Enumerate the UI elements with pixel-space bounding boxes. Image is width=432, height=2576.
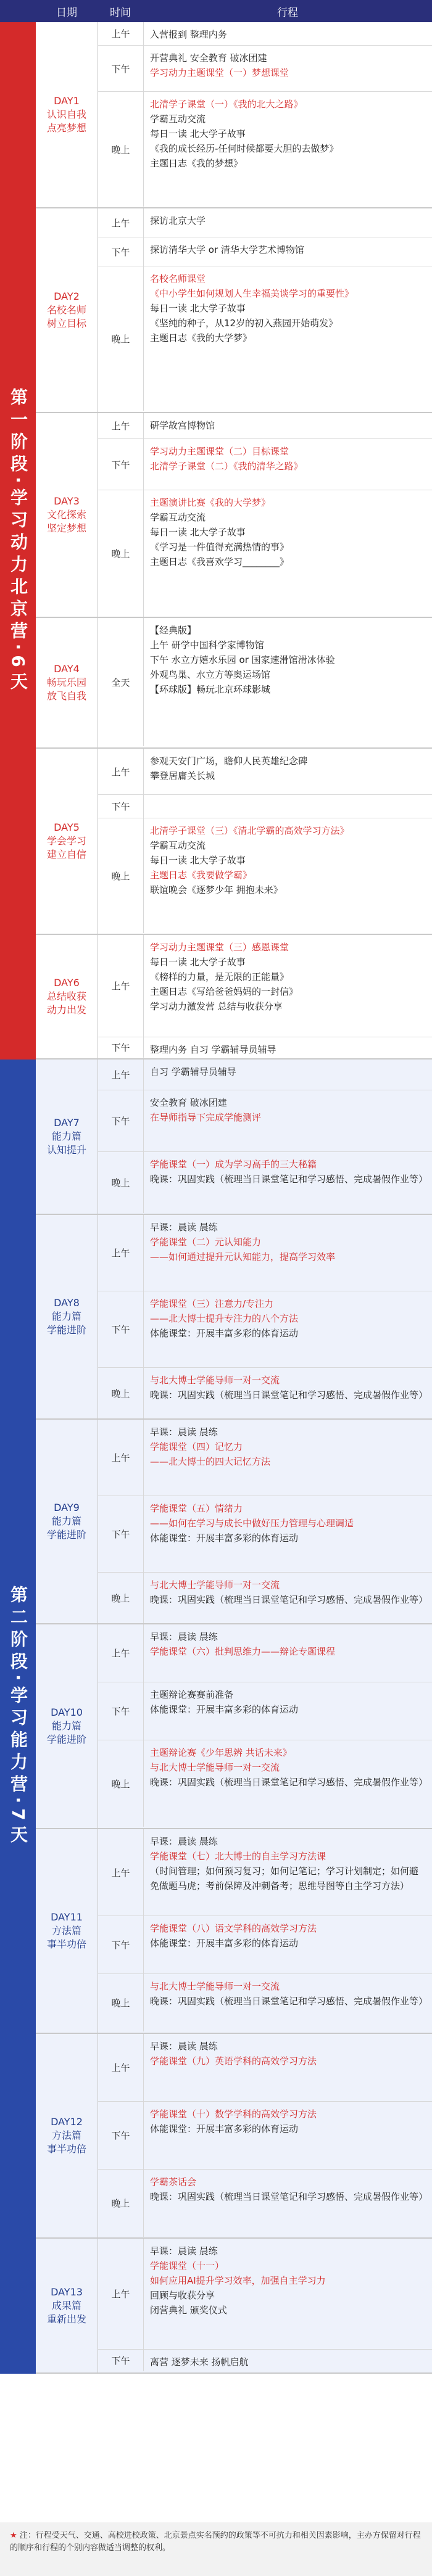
itinerary-line: 学霸互动交流: [150, 512, 206, 523]
itinerary-line: 学能课堂（十一）: [150, 2260, 225, 2271]
slot-time: 下午: [98, 439, 144, 490]
slot-content: [144, 618, 432, 746]
day-theme: 认知提升: [46, 1144, 86, 1156]
itinerary-line: 每日一读 北大学子故事: [150, 957, 246, 968]
time-slot: [98, 1496, 432, 1573]
itinerary-line: 晚课：巩固实践（梳理当日课堂笔记和学习感悟、完成暑假作业等）: [150, 1174, 428, 1185]
slot-time: 下午: [98, 1037, 144, 1058]
itinerary-line: 回顾与收获分享: [150, 2290, 215, 2301]
day-slots: [98, 1829, 432, 2033]
slot-time: 上午: [98, 1215, 144, 1291]
time-slot: [98, 1974, 432, 2031]
itinerary-line: 如何应用AI提升学习效率，加强自主学习力: [150, 2275, 326, 2286]
itinerary-line: 体能课堂：开展丰富多彩的体育运动: [150, 1704, 299, 1715]
slot-time: 晚上: [98, 1152, 144, 1213]
time-slot: [98, 795, 432, 818]
day-slots: [98, 208, 432, 412]
slot-content: [144, 46, 432, 91]
day-slots: [98, 413, 432, 617]
day-number: DAY8: [54, 1297, 80, 1309]
itinerary-line: ——北大博士提升专注力的八个方法: [150, 1313, 299, 1324]
itinerary-line: 联谊晚会《逐梦少年 拥抱未来》: [150, 884, 283, 895]
time-slot: [98, 935, 432, 1037]
time-slot: [98, 1916, 432, 1974]
itinerary-line: 每日一读 北大学子故事: [150, 855, 246, 866]
itinerary-line: 学习动力主题课堂（三）感恩课堂: [150, 942, 289, 953]
day-label: [36, 1829, 98, 2033]
day-number: DAY4: [54, 663, 80, 675]
table-header: [0, 0, 432, 22]
slot-content: [144, 1037, 432, 1058]
itinerary-line: 学能课堂（二）元认知能力: [150, 1237, 262, 1248]
itinerary-line: 早课：晨读 晨练: [150, 1222, 218, 1233]
slot-content: [144, 818, 432, 933]
header-itinerary: 行程: [277, 6, 298, 19]
itinerary-line: （时间管理；如何预习复习；如何记笔记；学习计划制定；如何避免做题马虎；考前保障及冲刺备考；思维导图等自主学习方法）: [150, 1866, 419, 1891]
day-number: DAY12: [51, 2116, 83, 2128]
day-number: DAY2: [54, 290, 80, 302]
itinerary-line: 学霸互动交流: [150, 840, 206, 851]
slot-content: [144, 92, 432, 207]
time-slot: [98, 2170, 432, 2237]
slot-content: [144, 1624, 432, 1682]
time-slot: [98, 1291, 432, 1368]
slot-content: [144, 1496, 432, 1572]
day-row: [36, 208, 432, 413]
day-row: [36, 935, 432, 1060]
itinerary-line: ——如何在学习与成长中做好压力管理与心理调适: [150, 1518, 354, 1529]
itinerary-line: 学霸互动交流: [150, 113, 206, 125]
slot-content: [144, 1916, 432, 1973]
itinerary-line: 攀登居庸关长城: [150, 770, 215, 781]
slot-content: [144, 1060, 432, 1090]
slot-time: 上午: [98, 1060, 144, 1090]
day-label: [36, 749, 98, 934]
day-number: DAY10: [51, 1706, 83, 1718]
slot-time: 上午: [98, 413, 144, 438]
time-slot: [98, 46, 432, 92]
day-theme: 能力篇: [51, 1515, 81, 1527]
day-label: [36, 935, 98, 1058]
itinerary-line: 北清学子课堂（一）《我的北大之路》: [150, 99, 303, 110]
itinerary-line: 上午 研学中国科学家博物馆: [150, 640, 264, 651]
slot-content: [144, 1420, 432, 1496]
itinerary-line: 《学习是一件值得充满热情的事》: [150, 541, 289, 553]
day-slots: [98, 1215, 432, 1418]
day-row: [36, 1420, 432, 1624]
time-slot: [98, 1368, 432, 1418]
time-slot: [98, 1740, 432, 1827]
day-theme: 重新出发: [46, 2313, 86, 2325]
slot-content: [144, 2102, 432, 2169]
itinerary-line: 晚课：巩固实践（梳理当日课堂笔记和学习感悟、完成暑假作业等）: [150, 1996, 428, 2007]
phase-2-section: [0, 1060, 432, 2374]
itinerary-line: 【经典版】: [150, 625, 197, 636]
slot-time: 上午: [98, 749, 144, 794]
itinerary-line: 体能课堂：开展丰富多彩的体育运动: [150, 1938, 299, 1949]
day-row: [36, 22, 432, 208]
slot-time: 下午: [98, 1291, 144, 1367]
day-number: DAY6: [54, 977, 80, 989]
day-label: [36, 22, 98, 207]
slot-time: 下午: [98, 1090, 144, 1151]
slot-time: 晚上: [98, 1974, 144, 2031]
day-number: DAY9: [54, 1502, 80, 1513]
day-theme: 方法篇: [51, 2130, 81, 2141]
itinerary-line: 早课：晨读 晨练: [150, 2041, 218, 2052]
slot-time: 下午: [98, 237, 144, 266]
slot-time: 上午: [98, 2034, 144, 2101]
day-theme: 名校名师: [46, 304, 86, 316]
time-slot: [98, 749, 432, 795]
day-theme: 动力出发: [46, 1004, 86, 1016]
slot-time: 晚上: [98, 490, 144, 617]
itinerary-line: 北清学子课堂（二）《我的清华之路》: [150, 461, 303, 472]
day-row: [36, 1829, 432, 2034]
slot-content: [144, 935, 432, 1037]
itinerary-line: 整理内务 自习 学霸辅导员辅导: [150, 1044, 276, 1055]
slot-content: [144, 1573, 432, 1623]
slot-time: 下午: [98, 795, 144, 818]
itinerary-line: 《中小学生如何规划人生幸福美谈学习的重要性》: [150, 288, 354, 299]
itinerary-line: ——北大博士的四大记忆方法: [150, 1456, 271, 1467]
header-time: 时间: [110, 6, 131, 19]
day-label: [36, 618, 98, 747]
itinerary-line: 在导师指导下完成学能测评: [150, 1112, 262, 1123]
day-theme: 认识自我: [46, 109, 86, 120]
time-slot: [98, 2350, 432, 2371]
day-label: [36, 1060, 98, 1214]
slot-content: [144, 1829, 432, 1916]
slot-time: 上午: [98, 1624, 144, 1682]
day-row: [36, 749, 432, 935]
time-slot: [98, 1420, 432, 1496]
header-date: 日期: [56, 6, 77, 19]
slot-time: 晚上: [98, 2170, 144, 2237]
time-slot: [98, 818, 432, 933]
day-row: [36, 1215, 432, 1420]
day-row: [36, 2034, 432, 2239]
time-slot: [98, 1829, 432, 1916]
slot-time: 下午: [98, 1916, 144, 1973]
day-label: [36, 1624, 98, 1828]
itinerary-line: 主题日志《我要做学霸》: [150, 870, 252, 881]
day-theme: 成果篇: [51, 2299, 81, 2311]
footer-text: 注：行程受天气、交通、高校进校政策、北京景点实名预约的政策等不可抗力和相关因素影响，主办方保留对行程的顺序和行程的个别内容做适当调整的权利。: [10, 2531, 421, 2553]
slot-time: 晚上: [98, 1573, 144, 1623]
slot-content: [144, 1368, 432, 1418]
itinerary-line: 主题辩论赛《少年思辨 共话未来》: [150, 1747, 292, 1758]
time-slot: [98, 618, 432, 746]
slot-content: [144, 1152, 432, 1213]
itinerary-line: 学能课堂（七）北大博士的自主学习方法课: [150, 1851, 326, 1862]
itinerary-line: 入营报到 整理内务: [150, 29, 227, 40]
day-row: [36, 1624, 432, 1829]
time-slot: [98, 1090, 432, 1152]
slot-content: [144, 439, 432, 490]
slot-content: [144, 1215, 432, 1291]
day-label: [36, 208, 98, 412]
itinerary-line: 体能课堂：开展丰富多彩的体育运动: [150, 1533, 299, 1544]
itinerary-line: 主题演讲比赛《我的大学梦》: [150, 497, 271, 508]
day-slots: [98, 1420, 432, 1623]
itinerary-line: 外观鸟巢、水立方等奥运场馆: [150, 669, 271, 680]
itinerary-line: 早课：晨读 晨练: [150, 2245, 218, 2257]
slot-time: 上午: [98, 1420, 144, 1496]
itinerary-line: ——如何通过提升元认知能力，提高学习效率: [150, 1251, 336, 1262]
day-slots: [98, 2239, 432, 2372]
itinerary-line: 学能课堂（三）注意力/专注力: [150, 1298, 274, 1309]
day-number: DAY5: [54, 821, 80, 833]
day-label: [36, 2239, 98, 2372]
slot-time: 上午: [98, 22, 144, 45]
time-slot: [98, 2034, 432, 2102]
day-row: [36, 413, 432, 618]
day-row: [36, 1060, 432, 1215]
slot-content: [144, 1291, 432, 1367]
itinerary-line: 早课：晨读 晨练: [150, 1631, 218, 1642]
day-row: [36, 2239, 432, 2374]
slot-time: 上午: [98, 1829, 144, 1916]
day-label: [36, 2034, 98, 2237]
itinerary-line: 探访北京大学: [150, 215, 206, 226]
day-theme: 能力篇: [51, 1720, 81, 1732]
itinerary-line: 探访清华大学 or 清华大学艺术博物馆: [150, 244, 304, 255]
day-theme: 放飞自我: [46, 690, 86, 702]
time-slot: [98, 439, 432, 490]
time-slot: [98, 266, 432, 411]
itinerary-line: 研学故宫博物馆: [150, 420, 215, 431]
day-slots: [98, 1624, 432, 1828]
itinerary-line: 学能课堂（四）记忆力: [150, 1441, 243, 1452]
itinerary-line: 早课：晨读 晨练: [150, 1836, 218, 1847]
slot-content: [144, 266, 432, 411]
day-number: DAY7: [54, 1117, 80, 1129]
slot-content: [144, 208, 432, 237]
itinerary-line: 与北大博士学能导师一对一交流: [150, 1981, 280, 1992]
itinerary-line: 自习 学霸辅导员辅导: [150, 1066, 236, 1077]
itinerary-line: 学能课堂（八）语文学科的高效学习方法: [150, 1923, 317, 1934]
slot-content: [144, 2350, 432, 2371]
itinerary-line: 下午 水立方嬉水乐园 or 国家速滑馆滑冰体验: [150, 654, 335, 665]
itinerary-line: 学能课堂（六）批判思维力——辩论专题课程: [150, 1646, 336, 1657]
day-row: [36, 618, 432, 749]
itinerary-line: 主题日志《我喜欢学习________》: [150, 556, 289, 567]
day-theme: 总结收获: [46, 990, 86, 1002]
time-slot: [98, 1152, 432, 1213]
time-slot: [98, 1624, 432, 1682]
itinerary-line: 每日一读 北大学子故事: [150, 128, 246, 139]
day-theme: 学能进阶: [46, 1734, 86, 1745]
day-slots: [98, 749, 432, 934]
day-theme: 学会学习: [46, 835, 86, 847]
itinerary-line: 《榜样的力量，是无限的正能量》: [150, 971, 289, 982]
slot-time: 晚上: [98, 818, 144, 933]
slot-time: 晚上: [98, 92, 144, 207]
itinerary-line: 每日一读 北大学子故事: [150, 527, 246, 538]
slot-time: 上午: [98, 208, 144, 237]
itinerary-line: 学能课堂（九）英语学科的高效学习方法: [150, 2055, 317, 2067]
itinerary-line: 体能课堂：开展丰富多彩的体育运动: [150, 2123, 299, 2134]
itinerary-line: 主题日志《我的梦想》: [150, 158, 243, 169]
slot-content: [144, 237, 432, 266]
slot-content: [144, 1682, 432, 1740]
phase-1-section: [0, 22, 432, 1060]
slot-content: [144, 490, 432, 617]
itinerary-line: 晚课：巩固实践（梳理当日课堂笔记和学习感悟、完成暑假作业等）: [150, 2191, 428, 2202]
time-slot: [98, 208, 432, 237]
day-theme: 点亮梦想: [46, 122, 86, 134]
day-theme: 事半功倍: [46, 1938, 86, 1950]
itinerary-line: 学能课堂（一）成为学习高手的三大秘籍: [150, 1159, 317, 1170]
slot-content: [144, 795, 432, 818]
day-label: [36, 1215, 98, 1418]
itinerary-line: 主题辩论赛赛前准备: [150, 1689, 234, 1700]
itinerary-line: 闭营典礼 颁奖仪式: [150, 2305, 227, 2316]
itinerary-line: 学霸茶话会: [150, 2176, 197, 2187]
time-slot: [98, 413, 432, 439]
day-number: DAY1: [54, 95, 80, 107]
day-number: DAY13: [51, 2286, 83, 2298]
slot-time: 上午: [98, 935, 144, 1037]
time-slot: [98, 1037, 432, 1058]
time-slot: [98, 1060, 432, 1090]
day-label: [36, 413, 98, 617]
itinerary-line: 名校名师课堂: [150, 273, 206, 284]
itinerary-line: 每日一读 北大学子故事: [150, 303, 246, 314]
day-slots: [98, 22, 432, 207]
phase-2-title: 第二阶段·学习能力营·7天: [0, 1060, 36, 2374]
slot-time: 下午: [98, 1496, 144, 1572]
slot-time: 下午: [98, 2102, 144, 2169]
phase-1-title: 第一阶段·学习动力北京营·6天: [0, 22, 36, 1060]
day-slots: [98, 935, 432, 1058]
day-theme: 树立目标: [46, 318, 86, 329]
itinerary-line: 北清学子课堂（三）《清北学霸的高效学习方法》: [150, 825, 349, 836]
itinerary-line: 开营典礼 安全教育 破冰团建: [150, 52, 267, 64]
time-slot: [98, 2239, 432, 2350]
time-slot: [98, 1573, 432, 1623]
itinerary-line: 学习动力主题课堂（一）梦想课堂: [150, 67, 289, 78]
slot-content: [144, 1090, 432, 1151]
day-label: [36, 1420, 98, 1623]
day-theme: 学能进阶: [46, 1529, 86, 1541]
itinerary-line: 【环球版】畅玩北京环球影城: [150, 684, 271, 695]
day-theme: 方法篇: [51, 1925, 81, 1936]
time-slot: [98, 1215, 432, 1291]
time-slot: [98, 2102, 432, 2170]
itinerary-line: 与北大博士学能导师一对一交流: [150, 1762, 280, 1773]
day-theme: 能力篇: [51, 1130, 81, 1142]
slot-time: 全天: [98, 618, 144, 746]
itinerary-line: 主题日志《写给爸爸妈妈的一封信》: [150, 986, 299, 997]
day-slots: [98, 2034, 432, 2237]
slot-time: 晚上: [98, 1368, 144, 1418]
day-theme: 事半功倍: [46, 2143, 86, 2155]
star-icon: ★: [10, 2531, 17, 2540]
itinerary-line: 学能课堂（五）情绪力: [150, 1503, 243, 1514]
day-theme: 学能进阶: [46, 1324, 86, 1336]
itinerary-line: 学习动力主题课堂（二）目标课堂: [150, 446, 289, 457]
itinerary-line: 参观天安门广场，瞻仰人民英雄纪念碑: [150, 755, 308, 767]
itinerary-line: 与北大博士学能导师一对一交流: [150, 1375, 280, 1386]
itinerary-line: 安全教育 破冰团建: [150, 1097, 227, 1108]
day-number: DAY3: [54, 495, 80, 507]
slot-time: 下午: [98, 46, 144, 91]
slot-content: [144, 749, 432, 794]
slot-content: [144, 1740, 432, 1827]
itinerary-line: 晚课：巩固实践（梳理当日课堂笔记和学习感悟、完成暑假作业等）: [150, 1777, 428, 1788]
slot-time: 上午: [98, 2239, 144, 2349]
day-theme: 坚定梦想: [46, 522, 86, 534]
time-slot: [98, 237, 432, 266]
itinerary-line: 主题日志《我的大学梦》: [150, 332, 252, 344]
slot-content: [144, 1974, 432, 2031]
itinerary-line: 晚课：巩固实践（梳理当日课堂笔记和学习感悟、完成暑假作业等）: [150, 1594, 428, 1605]
day-theme: 能力篇: [51, 1311, 81, 1322]
day-theme: 文化探索: [46, 509, 86, 521]
itinerary-line: 体能课堂：开展丰富多彩的体育运动: [150, 1328, 299, 1339]
slot-time: 晚上: [98, 1740, 144, 1827]
day-slots: [98, 1060, 432, 1214]
itinerary-line: 离营 逐梦未来 扬帆启航: [150, 2356, 249, 2368]
day-theme: 畅玩乐园: [46, 677, 86, 688]
slot-content: [144, 2170, 432, 2237]
slot-time: 晚上: [98, 266, 144, 411]
day-number: DAY11: [51, 1911, 83, 1923]
time-slot: [98, 92, 432, 207]
itinerary-line: 《坚纯的种子，从12岁的初入燕园开始萌发》: [150, 318, 338, 329]
time-slot: [98, 1682, 432, 1740]
day-theme: 建立自信: [46, 849, 86, 860]
phase-2-days: [36, 1060, 432, 2374]
time-slot: [98, 490, 432, 617]
day-slots: [98, 618, 432, 747]
time-slot: [98, 22, 432, 46]
itinerary-line: 《我的成长经历-任何时候都要大胆的去做梦》: [150, 143, 339, 154]
slot-content: [144, 2034, 432, 2101]
itinerary-line: 学习动力激发营 总结与收获分享: [150, 1001, 283, 1012]
slot-content: [144, 413, 432, 438]
itinerary-line: 晚课：巩固实践（梳理当日课堂笔记和学习感悟、完成暑假作业等）: [150, 1389, 428, 1401]
slot-content: [144, 2239, 432, 2349]
itinerary-line: 与北大博士学能导师一对一交流: [150, 1579, 280, 1590]
itinerary-line: 早课：晨读 晨练: [150, 1426, 218, 1438]
footer-note: [0, 2522, 432, 2576]
itinerary-line: 学能课堂（十）数学学科的高效学习方法: [150, 2109, 317, 2120]
phase-1-days: [36, 22, 432, 1060]
slot-time: 下午: [98, 2350, 144, 2371]
slot-time: 下午: [98, 1682, 144, 1740]
slot-content: [144, 22, 432, 45]
